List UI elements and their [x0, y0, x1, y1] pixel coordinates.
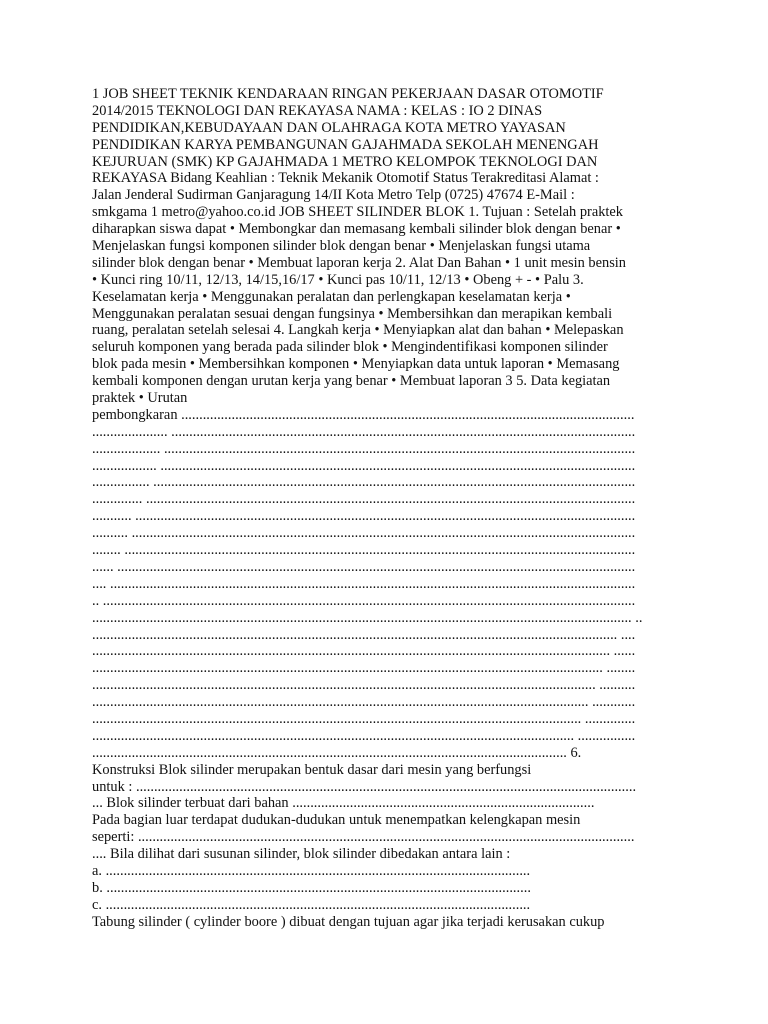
- text-line: Konstruksi Blok silinder merupakan bentuk dasar dari mesin yang berfungsi: [92, 761, 532, 778]
- text-line: ........................................................................................................................................ ..............: [92, 710, 636, 727]
- text-line: .......................................................................................................................................... ............: [92, 694, 636, 711]
- text-line: seluruh komponen yang berada pada silinder blok • Mengindentifikasi komponen silinder: [92, 339, 608, 356]
- document-page: [92, 86, 676, 931]
- text-line: smkgama 1 metro@yahoo.co.id JOB SHEET SILINDER BLOK 1. Tujuan : Setelah praktek: [92, 204, 623, 221]
- text-line: .................................................................................................................................................. ....: [92, 626, 636, 643]
- text-line: blok pada mesin • Membersihkan komponen • Menyiapkan data untuk laporan • Memasang: [92, 356, 620, 373]
- text-line: ...................................................................................................................................... ................: [92, 727, 636, 744]
- text-line: silinder blok dengan benar • Membuat laporan kerja 2. Alat Dan Bahan • 1 unit mesin bensin: [92, 254, 627, 271]
- text-line: ... Blok silinder terbuat dari bahan ....................................................................................: [92, 795, 595, 812]
- text-line: pembongkaran ..............................................................................................................................: [92, 406, 635, 423]
- text-line: .... Bila dilihat dari susunan silinder, blok silinder dibedakan antara lain :: [92, 846, 511, 863]
- text-line: .............................................................................................................................................. ........: [92, 660, 636, 677]
- text-line: ...... ................................................................................................................................................: [92, 558, 636, 575]
- text-line: REKAYASA Bidang Keahlian : Teknik Mekanik Otomotif Status Terakreditasi Alamat :: [92, 170, 599, 187]
- text-line: untuk : ...........................................................................................................................................: [92, 778, 637, 795]
- text-line: 2014/2015 TEKNOLOGI DAN REKAYASA NAMA : KELAS : IO 2 DINAS: [92, 102, 543, 119]
- text-line: 1 JOB SHEET TEKNIK KENDARAAN RINGAN PEKERJAAN DASAR OTOMOTIF: [92, 86, 604, 102]
- text-line: c. ......................................................................................................................: [92, 896, 531, 913]
- text-line: kembali komponen dengan urutan kerja yang benar • Membuat laporan 3 5. Data kegiatan: [92, 373, 611, 390]
- text-line: ...................................................................................................................................................... ..: [92, 609, 643, 626]
- text-line: ............................................................................................................................................ ..........: [92, 677, 636, 694]
- text-line: ..................... .................................................................................................................................: [92, 423, 636, 440]
- text-line: diharapkan siswa dapat • Membongkar dan memasang kembali silinder blok dengan benar •: [92, 221, 621, 238]
- text-line: Tabung silinder ( cylinder boore ) dibuat dengan tujuan agar jika terjadi kerusakan cukup: [92, 913, 605, 930]
- text-line: PENDIDIKAN KARYA PEMBANGUNAN GAJAHMADA SEKOLAH MENENGAH: [92, 136, 599, 153]
- text-line: ........ ..............................................................................................................................................: [92, 542, 636, 559]
- text-line: praktek • Urutan: [92, 390, 188, 407]
- text-line: ................................................................................................................................................ ......: [92, 643, 636, 660]
- text-line: .............. ........................................................................................................................................: [92, 491, 636, 508]
- text-line: Menggunakan peralatan sesuai dengan fungsinya • Membersihkan dan merapikan kembali: [92, 305, 613, 322]
- text-line: b. ......................................................................................................................: [92, 879, 531, 896]
- text-line: ruang, peralatan setelah selesai 4. Langkah kerja • Menyiapkan alat dan bahan • Melepaskan: [92, 322, 624, 339]
- text-line: ........... ...........................................................................................................................................: [92, 508, 636, 525]
- text-line: a. ......................................................................................................................: [92, 862, 531, 879]
- text-line: seperti: ..........................................................................................................................................: [92, 829, 635, 846]
- text-line: Keselamatan kerja • Menggunakan peralatan dan perlengkapan keselamatan kerja •: [92, 288, 571, 305]
- text-line: .. ....................................................................................................................................................: [92, 592, 636, 609]
- text-line: • Kunci ring 10/11, 12/13, 14/15,16/17 • Kunci pas 10/11, 12/13 • Obeng + - • Palu 3.: [92, 271, 584, 288]
- text-line: Jalan Jenderal Sudirman Ganjaragung 14/II Kota Metro Telp (0725) 47674 E-Mail :: [92, 187, 575, 204]
- text-line: ................... ...................................................................................................................................: [92, 440, 636, 457]
- text-line: PENDIDIKAN,KEBUDAYAAN DAN OLAHRAGA KOTA METRO YAYASAN: [92, 119, 566, 136]
- text-line: ................ ......................................................................................................................................: [92, 474, 636, 491]
- text-line: KEJURUAN (SMK) KP GAJAHMADA 1 METRO KELOMPOK TEKNOLOGI DAN: [92, 153, 598, 170]
- text-line: .... ..................................................................................................................................................: [92, 575, 636, 592]
- text-line: Pada bagian luar terdapat dudukan-dudukan untuk menempatkan kelengkapan mesin: [92, 812, 581, 829]
- text-line: Menjelaskan fungsi komponen silinder blok dengan benar • Menjelaskan fungsi utama: [92, 238, 591, 255]
- text-line: .................................................................................................................................... 6.: [92, 744, 582, 761]
- text-line: .......... ............................................................................................................................................: [92, 525, 636, 542]
- text-line: .................. ....................................................................................................................................: [92, 457, 636, 474]
